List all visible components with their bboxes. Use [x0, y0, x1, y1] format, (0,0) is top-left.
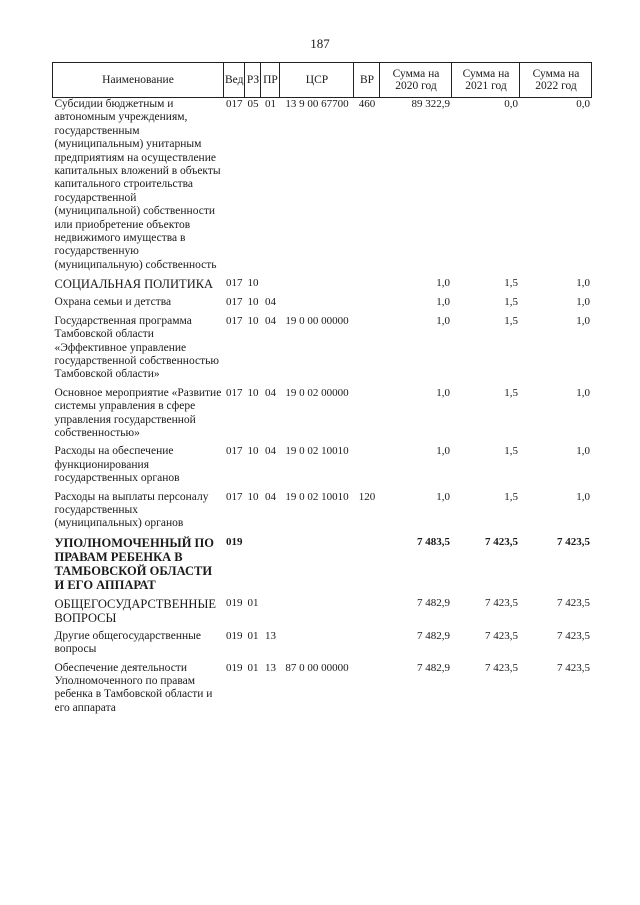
row-vr	[354, 597, 380, 630]
row-rz: 01	[247, 596, 259, 609]
row-sum-2022: 1,0	[576, 445, 590, 458]
row-name: Расходы на обеспечение функционирования государственных органов	[54, 445, 180, 485]
header-pr: ПР	[261, 63, 280, 98]
row-rz: 10	[247, 277, 259, 290]
row-pr: 13	[264, 629, 276, 642]
row-csr	[280, 536, 354, 597]
row-ved: 019	[225, 661, 243, 674]
header-ved: Вед	[224, 63, 245, 98]
page-number: 187	[310, 36, 330, 51]
header-name: Наименование	[53, 63, 224, 98]
row-sum-2021: 7 423,5	[484, 535, 518, 548]
table-row	[53, 662, 592, 721]
budget-table	[52, 62, 592, 720]
row-ved: 017	[225, 296, 243, 309]
table-row	[53, 597, 592, 630]
row-sum-2021: 7 423,5	[484, 661, 518, 674]
row-vr: 120	[358, 490, 376, 503]
row-name: СОЦИАЛЬНАЯ ПОЛИТИКА	[54, 277, 214, 292]
row-csr: 19 0 02 10010	[285, 445, 349, 458]
table-row	[53, 630, 592, 662]
row-sum-2022: 7 423,5	[556, 661, 590, 674]
row-name: Субсидии бюджетным и автономным учреждениям, государственным (муниципальным) унитарным предприятиям на осуществление капитальных вложений в объекты капитального строительства государственной (муниципальной) собственности или приобретение объектов недвижимого имущества в государственную (муниципальную) собственность	[54, 98, 221, 271]
row-rz: 01	[247, 661, 259, 674]
row-name: Охрана семьи и детства	[54, 296, 172, 309]
row-sum-2022: 1,0	[576, 277, 590, 290]
header-sum-2020: Сумма на 2020 год	[380, 63, 452, 98]
row-sum-2022: 7 423,5	[556, 629, 590, 642]
row-sum-2021: 1,5	[504, 386, 518, 399]
row-pr: 04	[264, 386, 276, 399]
row-ved: 017	[225, 98, 243, 110]
row-csr	[280, 296, 354, 314]
row-name: Обеспечение деятельности Уполномоченного по правам ребенка в Тамбовской области и его аппарата	[54, 661, 213, 714]
row-vr: 460	[358, 98, 376, 110]
table-row	[53, 445, 592, 490]
row-csr: 87 0 00 00000	[285, 661, 349, 674]
row-csr: 19 0 00 00000	[285, 314, 349, 327]
row-csr: 19 0 02 00000	[285, 386, 349, 399]
row-name: Основное мероприятие «Развитие системы управления в сфере управления государственной собственностью»	[54, 386, 222, 439]
table-row	[53, 491, 592, 536]
row-ved: 019	[225, 629, 243, 642]
row-sum-2022: 1,0	[576, 296, 590, 309]
row-sum-2022: 1,0	[576, 314, 590, 327]
table-row	[53, 98, 592, 278]
row-sum-2022: 0,0	[576, 98, 590, 110]
row-ved: 017	[225, 277, 243, 290]
header-sum-2022: Сумма на 2022 год	[520, 63, 592, 98]
row-pr: 04	[264, 490, 276, 503]
row-sum-2022: 1,0	[576, 386, 590, 399]
row-vr	[354, 315, 380, 387]
table-row	[53, 296, 592, 314]
row-ved: 017	[225, 386, 243, 399]
row-sum-2020: 89 322,9	[411, 98, 450, 110]
row-vr	[354, 445, 380, 490]
row-rz	[245, 536, 261, 597]
row-sum-2020: 7 483,5	[416, 535, 450, 548]
row-pr	[261, 597, 280, 630]
row-sum-2020: 1,0	[436, 277, 450, 290]
row-csr	[280, 630, 354, 662]
row-sum-2020: 7 482,9	[416, 596, 450, 609]
row-sum-2022: 1,0	[576, 490, 590, 503]
table-header-row	[53, 63, 592, 98]
row-vr	[354, 536, 380, 597]
row-csr: 19 0 02 10010	[285, 490, 349, 503]
table-row	[53, 536, 592, 597]
row-vr	[354, 387, 380, 446]
row-rz: 01	[247, 629, 259, 642]
row-rz: 10	[247, 386, 259, 399]
row-name: УПОЛНОМОЧЕННЫЙ ПО ПРАВАМ РЕБЕНКА В ТАМБОВСКОЙ ОБЛАСТИ И ЕГО АППАРАТ	[54, 535, 214, 592]
row-sum-2021: 1,5	[504, 445, 518, 458]
header-sum-2021: Сумма на 2021 год	[452, 63, 520, 98]
row-sum-2021: 1,5	[504, 314, 518, 327]
row-sum-2021: 1,5	[504, 277, 518, 290]
row-sum-2020: 1,0	[436, 296, 450, 309]
table-row	[53, 387, 592, 446]
row-rz: 10	[247, 296, 259, 309]
row-pr	[261, 536, 280, 597]
row-csr: 13 9 00 67700	[285, 98, 349, 110]
row-sum-2022: 7 423,5	[556, 596, 590, 609]
row-name: ОБЩЕГОСУДАРСТВЕННЫЕ ВОПРОСЫ	[54, 596, 216, 625]
row-sum-2020: 1,0	[436, 314, 450, 327]
row-vr	[354, 630, 380, 662]
row-ved: 019	[225, 596, 243, 609]
row-sum-2020: 1,0	[436, 386, 450, 399]
row-pr: 04	[264, 296, 276, 309]
row-csr	[280, 597, 354, 630]
row-pr	[261, 277, 280, 296]
row-pr: 13	[264, 661, 276, 674]
header-csr: ЦСР	[280, 63, 354, 98]
table-row	[53, 315, 592, 387]
row-name: Другие общегосударственные вопросы	[54, 629, 201, 656]
row-name: Расходы на выплаты персоналу государственных (муниципальных) органов	[54, 490, 209, 530]
row-ved: 017	[225, 314, 243, 327]
row-sum-2020: 1,0	[436, 490, 450, 503]
row-name: Государственная программа Тамбовской области «Эффективное управление государственной собственностью Тамбовской области»	[54, 314, 219, 381]
header-rz: РЗ	[245, 63, 261, 98]
row-ved: 019	[225, 535, 243, 548]
row-pr: 04	[264, 314, 276, 327]
header-vr: ВР	[354, 63, 380, 98]
row-sum-2020: 7 482,9	[416, 661, 450, 674]
row-sum-2021: 1,5	[504, 490, 518, 503]
row-vr	[354, 296, 380, 314]
row-vr	[354, 277, 380, 296]
row-rz: 10	[247, 490, 259, 503]
row-sum-2021: 0,0	[504, 98, 518, 110]
row-sum-2021: 7 423,5	[484, 596, 518, 609]
row-sum-2021: 7 423,5	[484, 629, 518, 642]
table-row	[53, 277, 592, 296]
row-rz: 05	[247, 98, 259, 110]
row-ved: 017	[225, 445, 243, 458]
row-rz: 10	[247, 445, 259, 458]
row-sum-2022: 7 423,5	[556, 535, 590, 548]
row-ved: 017	[225, 490, 243, 503]
row-sum-2020: 7 482,9	[416, 629, 450, 642]
row-rz: 10	[247, 314, 259, 327]
row-csr	[280, 277, 354, 296]
row-pr: 01	[264, 98, 276, 110]
row-sum-2021: 1,5	[504, 296, 518, 309]
row-vr	[354, 662, 380, 721]
row-sum-2020: 1,0	[436, 445, 450, 458]
row-pr: 04	[264, 445, 276, 458]
